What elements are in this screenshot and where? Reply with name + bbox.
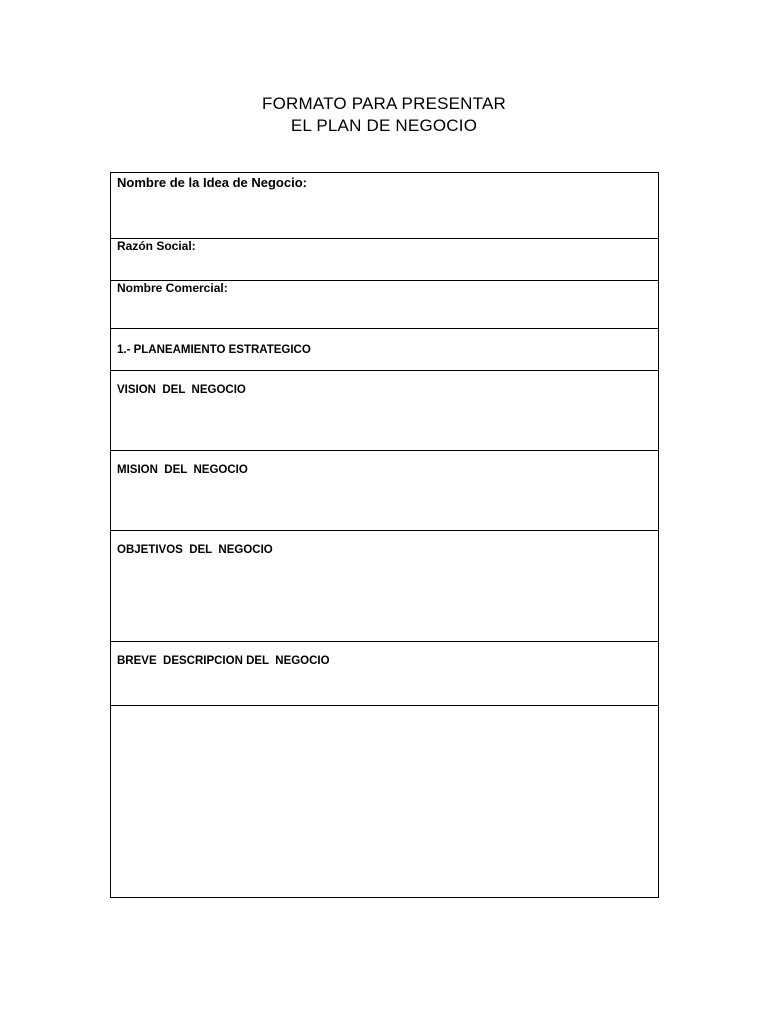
row-label-business-idea-name: Nombre de la Idea de Negocio: <box>117 175 307 190</box>
section-heading-strategic-planning: 1.- PLANEAMIENTO ESTRATEGICO <box>117 344 311 356</box>
row-strategic-planning <box>111 328 658 371</box>
title-line-2: EL PLAN DE NEGOCIO <box>290 116 478 135</box>
document-title <box>0 93 768 137</box>
row-business-description <box>111 641 658 706</box>
title-line-1: FORMATO PARA PRESENTAR <box>261 94 506 113</box>
row-business-objectives[interactable] <box>111 530 658 642</box>
row-business-vision[interactable] <box>111 370 658 451</box>
row-business-idea-name[interactable] <box>111 173 658 239</box>
row-label-business-objectives: OBJETIVOS DEL NEGOCIO <box>117 544 273 556</box>
business-plan-form <box>110 172 659 898</box>
row-description-area[interactable] <box>111 705 658 897</box>
row-label-business-description: BREVE DESCRIPCION DEL NEGOCIO <box>117 655 330 667</box>
row-label-business-mission: MISION DEL NEGOCIO <box>117 464 248 476</box>
row-business-mission[interactable] <box>111 450 658 531</box>
row-business-name[interactable] <box>111 238 658 281</box>
row-label-business-name: Razón Social: <box>117 239 196 253</box>
row-label-trade-name: Nombre Comercial: <box>117 281 228 295</box>
row-label-business-vision: VISION DEL NEGOCIO <box>117 384 246 396</box>
row-trade-name[interactable] <box>111 280 658 329</box>
